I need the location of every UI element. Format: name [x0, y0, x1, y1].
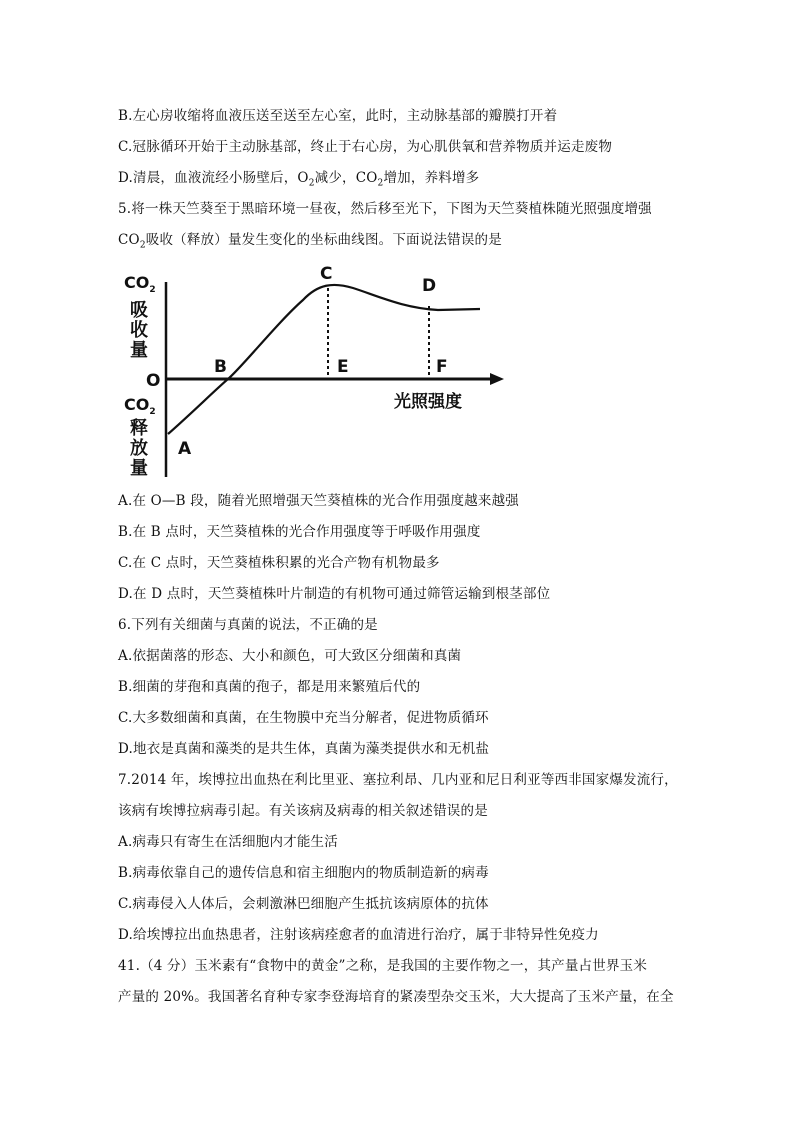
option-5b: B.在 B 点时，天竺葵植株的光合作用强度等于呼吸作用强度 — [118, 524, 481, 540]
option-7d: D.给埃博拉出血热患者，注射该病痊愈者的血清进行治疗，属于非特异性免疫力 — [118, 927, 599, 943]
option-7b: B.病毒依靠自己的遗传信息和宿主细胞内的物质制造新的病毒 — [118, 865, 489, 881]
origin-label: O — [146, 371, 161, 391]
x-axis-arrow — [490, 373, 504, 385]
point-f-label: F — [436, 357, 448, 377]
question-5-stem: 5.将一株天竺葵至于黑暗环境一昼夜，然后移至光下，下图为天竺葵植株随光照强度增强 — [118, 201, 652, 217]
option-6d: D.地衣是真菌和藻类的是共生体，真菌为藻类提供水和无机盐 — [118, 741, 490, 757]
option-5a: A.在 O—B 段，随着光照增强天竺葵植株的光合作用强度越来越强 — [118, 493, 520, 509]
question-41-stem: 41.（4 分）玉米素有“食物中的黄金”之称，是我国的主要作物之一，其产量占世界玉米 — [118, 958, 648, 974]
y-top-char-2: 收 — [130, 320, 148, 341]
co2-light-curve-graph — [118, 262, 508, 480]
question-5-stem-cont: $CO_2$吸收（释放）量发生变化的坐标曲线图。下面说法错误的是 — [118, 232, 502, 251]
question-7-stem-cont: 该病有埃博拉病毒引起。有关该病及病毒的相关叙述错误的是 — [118, 803, 488, 819]
y-bottom-char-3: 量 — [130, 458, 148, 479]
point-b-label: B — [214, 357, 227, 377]
y-bottom-char-2: 放 — [130, 438, 148, 459]
point-a-label: A — [178, 439, 192, 459]
option-7a: A.病毒只有寄生在活细胞内才能生活 — [118, 834, 338, 850]
y-top-char-1: 吸 — [130, 300, 148, 321]
point-e-label: E — [337, 357, 349, 377]
option-5c: C.在 C 点时，天竺葵植株积累的光合产物有机物最多 — [118, 555, 440, 571]
option-6b: B.细菌的芽孢和真菌的孢子，都是用来繁殖后代的 — [118, 679, 421, 695]
x-axis-label: 光照强度 — [394, 392, 462, 412]
question-7-stem: 7.2014 年，埃博拉出血热在利比里亚、塞拉利昂、几内亚和尼日利亚等西非国家爆发流行， — [118, 772, 678, 788]
y-top-co2-label: $CO_2$ — [124, 273, 156, 295]
option-6c: C.大多数细菌和真菌，在生物膜中充当分解者，促进物质循环 — [118, 710, 489, 726]
y-bottom-char-1: 释 — [130, 418, 148, 439]
option-6a: A.依据菌落的形态、大小和颜色，可大致区分细菌和真菌 — [118, 648, 462, 664]
point-d-label: D — [422, 276, 437, 296]
option-d-intestine: D.清晨，血液流经小肠壁后，$O_2$减少，$CO_2$增加，养料增多 — [118, 170, 480, 189]
question-41-stem-cont: 产量的 20%。我国著名育种专家李登海培育的紧凑型杂交玉米，大大提高了玉米产量，在全 — [118, 989, 674, 1005]
y-top-char-3: 量 — [130, 340, 148, 361]
y-bottom-co2-label: $CO_2$ — [124, 395, 156, 417]
question-6-stem: 6.下列有关细菌与真菌的说法，不正确的是 — [118, 617, 378, 633]
option-c-coronary: C.冠脉循环开始于主动脉基部，终止于右心房，为心肌供氧和营养物质并运走废物 — [118, 139, 613, 155]
point-c-label: C — [320, 264, 333, 284]
option-5d: D.在 D 点时，天竺葵植株叶片制造的有机物可通过筛管运输到根茎部位 — [118, 586, 551, 602]
option-b-heart: B.左心房收缩将血液压送至送至左心室，此时，主动脉基部的瓣膜打开着 — [118, 108, 558, 124]
option-7c: C.病毒侵入人体后，会刺激淋巴细胞产生抵抗该病原体的抗体 — [118, 896, 489, 912]
